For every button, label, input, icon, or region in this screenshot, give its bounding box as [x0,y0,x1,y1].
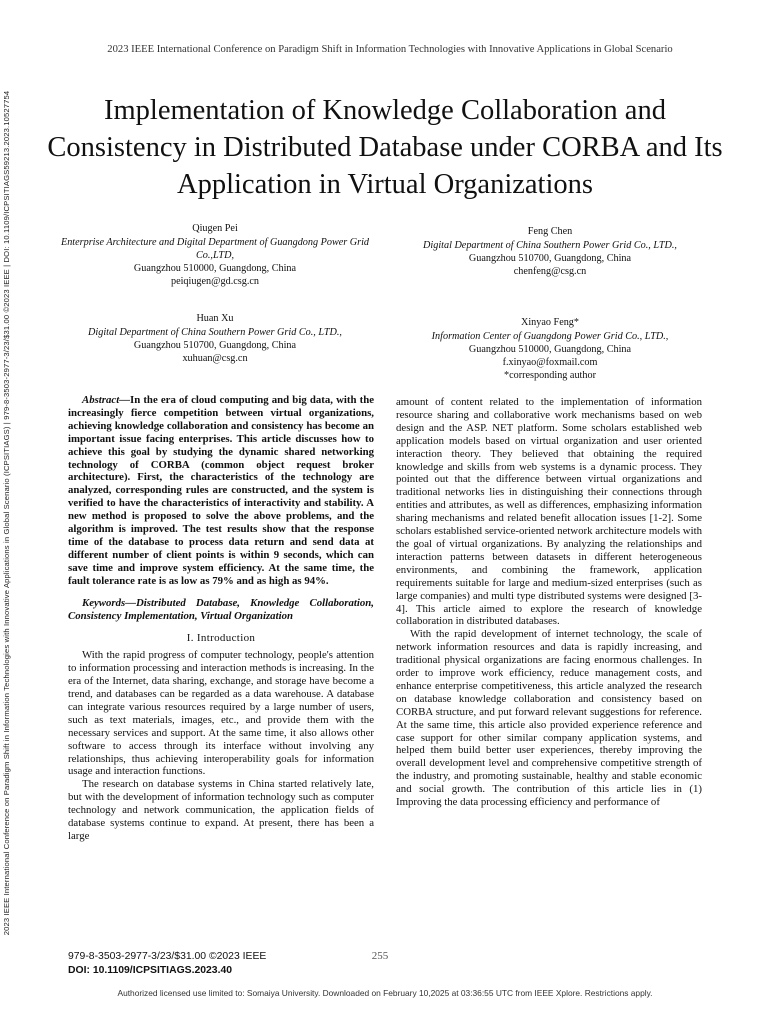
conference-header: 2023 IEEE International Conference on Paradigm Shift in Information Technologies with Innovative Applications in Global Scenario [107,44,673,55]
body-paragraph: With the rapid development of internet technology, the scale of network information resources and data is rapidly increasing, and traditional physical organizations are facing enormous challenges. In order to improve work efficiency, reduce management costs, and enhance enterprise competitiveness, this article analyzed the research on database knowledge collaboration and consistency based on CORBA structure, and put forward relevant suggestions for reference. At the same time, this article also provided experience reference and case support for other similar company application systems, and helped them build better user experiences, thereby improving the overall development level and comprehensive competitive strength of the industry, and promoting sustainable, healthy and stable economic and social growth. The contribution of this article lies in (1) Improving the data processing efficiency and performance of [396,628,702,809]
author-affiliation: Enterprise Architecture and Digital Department of Guangdong Power Grid Co.,LTD, [60,237,370,261]
author-email: chenfeng@csg.cn [513,266,587,277]
author-address: Guangzhou 510700, Guangdong, China [468,253,632,264]
abstract [68,394,374,588]
author-name: Feng Chen [527,226,573,237]
intro-paragraph: The research on database systems in China started relatively late, but with the development of information technology such as computer technology and network communication, the application fields of database systems continue to expand. At present, there has been a large [68,778,374,842]
license-notice: Authorized licensed use limited to: Somaiya University. Downloaded on February 10,2025 at 03:36:55 UTC from IEEE Xplore. Restrictions apply. [117,988,653,998]
page-number: 255 [371,950,389,962]
right-column [396,396,702,809]
author-email: xuhuan@csg.cn [182,353,248,364]
paper-title: Implementation of Knowledge Collaboration and Consistency in Distributed Database under CORBA and Its Application in Virtual Organizations [47,95,723,200]
abstract-text: In the era of cloud computing and big data, with the increasingly fierce competition between virtual organizations, achieving knowledge collaboration and consistency has become an important issue facing enterprises. This article discusses how to achieve this goal by studying the dynamic shared networking technology of CORBA (common object request broker architecture). First, the characteristics of the technology are analyzed, corresponding rules are constructed, and the system is verified to have the characteristics of interactivity and stability. A new method is proposed to solve the above problems, and the algorithm is improved. The test results show that the response time of the database to process data return and send data at different number of client points is within 9 seconds, which can save time and improve system efficiency. At the same time, the fault tolerance rate is as low as 79% and as high as 94%. [68,394,374,587]
footer-copyright [68,950,266,977]
corresponding-author-note: *corresponding author [504,370,596,381]
author-email: peiqiugen@gd.csg.cn [170,276,260,287]
left-column [68,394,374,843]
author-email: f.xinyao@foxmail.com [502,357,598,368]
footer-doi: DOI: 10.1109/ICPSITIAGS.2023.40 [68,964,233,976]
author-block [400,225,700,278]
footer-isbn: 979-8-3503-2977-3/23/$31.00 ©2023 IEEE [68,951,267,962]
section-heading: I. Introduction [186,632,256,645]
side-doi-text: 2023 IEEE International Conference on Paradigm Shift in Information Technologies with Innovative Applications in Global Scenario (ICPSITIAGS) | 979-8-3503-2977-3/23/$31.00 ©2023 IEEE | DOI: 10.1109/ICPSITIAGS59213.2023.10527754 [2,90,11,936]
author-address: Guangzhou 510700, Guangdong, China [133,340,297,351]
author-name: Xinyao Feng* [520,317,579,328]
author-name: Qiugen Pei [192,223,238,234]
author-affiliation: Digital Department of China Southern Power Grid Co., LTD., [88,327,342,338]
author-block [400,316,700,382]
author-address: Guangzhou 510000, Guangdong, China [133,263,297,274]
body-paragraph: amount of content related to the implementation of information resource sharing and collaborative work mechanisms based on web design and the ASP. NET platform. Some scholars established web application models based on virtual organization and user oriented interaction theory. They believed that obtaining the required knowledge and skills from web systems is a dynamic process. They pointed out that the difference between virtual organizations and traditional networks lies in distinguishing their connections through entities and attributes, as well as differences, emphasizing information sharing mechanisms and related benefit allocation issues [1-2]. Some scholars established service-oriented network architecture models with the goal of virtual organizations. By analyzing the relationships and interaction patterns between datasets in different heterogeneous environments, and combining the framework, application requirements suitable for large and medium-sized enterprises (such as large companies) and multi type distributed systems were designed [3-4]. This article aimed to explore the research of knowledge collaboration in distributed databases. [396,396,702,628]
author-affiliation: Digital Department of China Southern Power Grid Co., LTD., [423,240,677,251]
author-block [60,312,370,365]
author-address: Guangzhou 510000, Guangdong, China [468,344,632,355]
author-affiliation: Information Center of Guangdong Power Grid Co., LTD., [431,331,669,342]
abstract-label: Abstract— [82,394,130,406]
keywords: Keywords—Distributed Database, Knowledge Collaboration, Consistency Implementation, Virtual Organization [68,596,374,622]
author-name: Huan Xu [196,313,234,324]
author-block [60,222,370,288]
intro-paragraph: With the rapid progress of computer technology, people's attention to information processing and interaction methods is increasing. In the era of the Internet, data sharing, exchange, and storage have become a trend, and databases can be regarded as a data warehouse. A database can integrate various resources required by a large number of users, such as text materials, images, etc., and provide them with the necessary services and support. At the same time, it also allows other software to access through its interface without involving any relationships, thus achieving interoperability goals for information usage and interaction functions. [68,649,374,778]
side-doi-strip [2,18,16,1008]
